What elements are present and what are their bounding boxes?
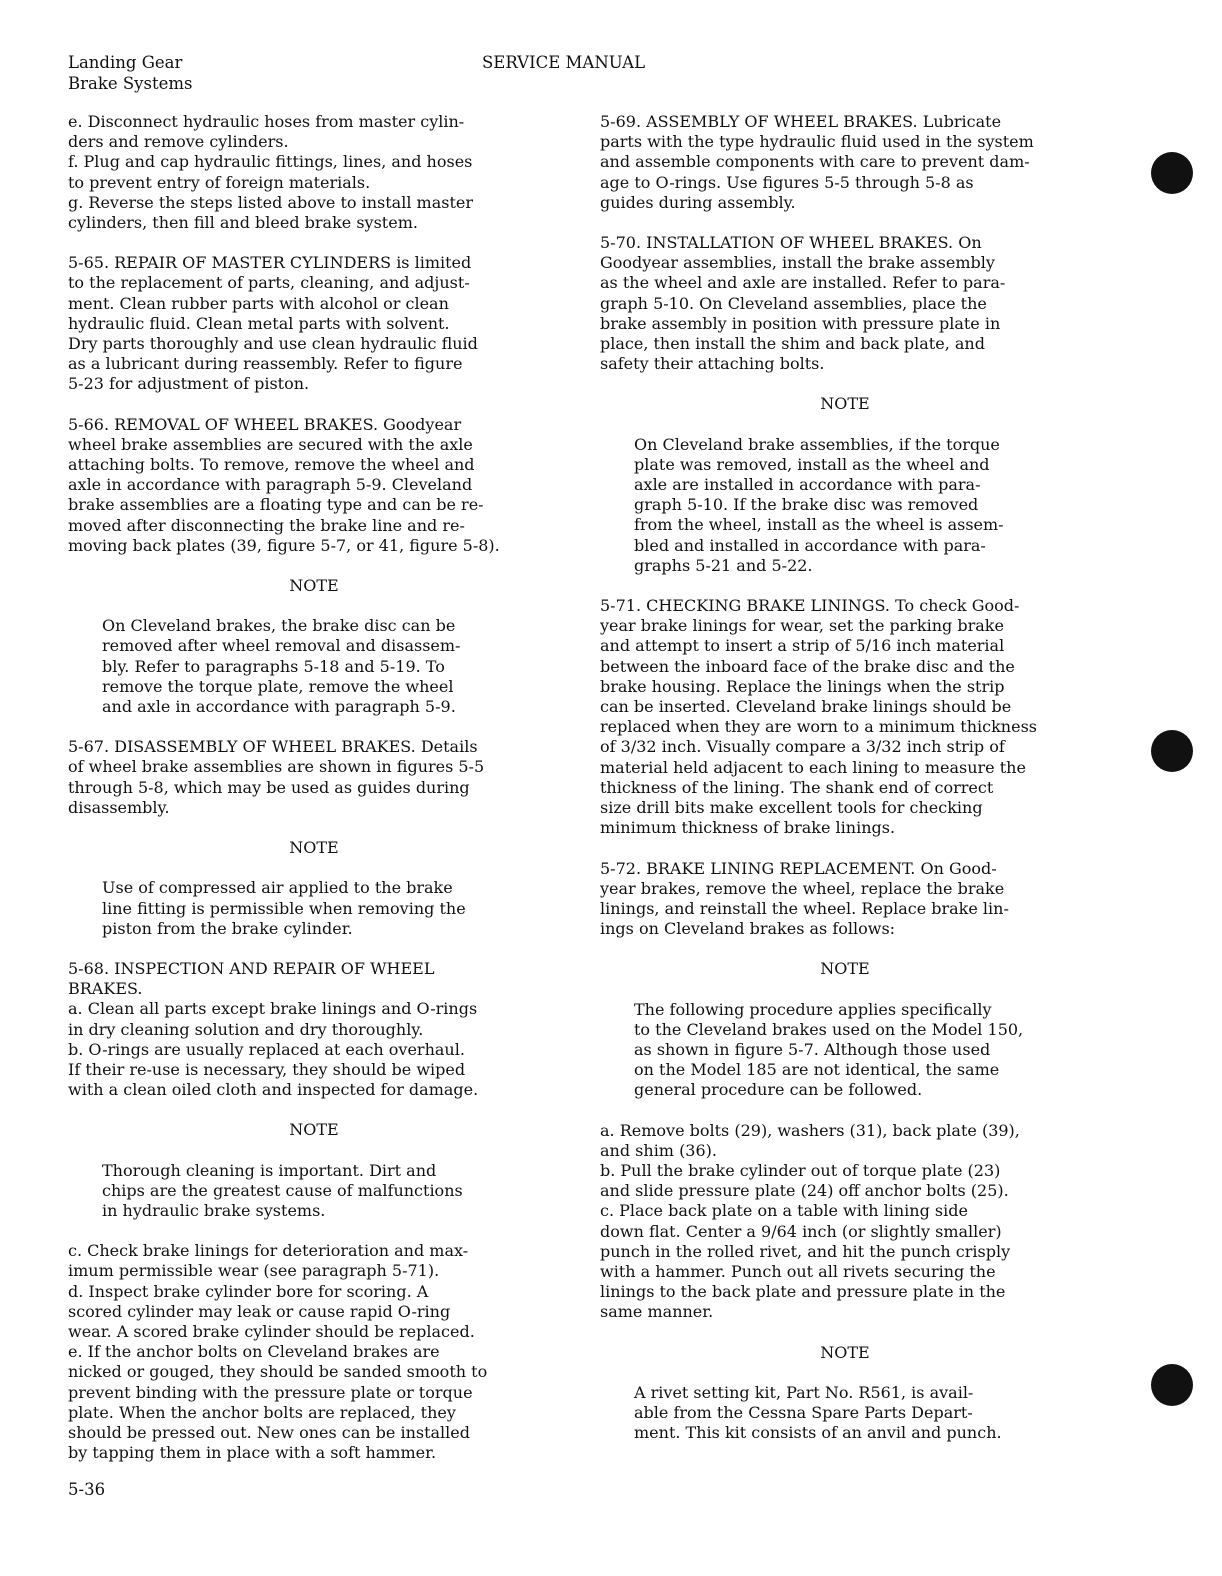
step-c: c. Check brake linings for deterioration and max- imum permissible wear (see paragraph 5-71). bbox=[68, 1241, 469, 1281]
note-heading: NOTE bbox=[820, 394, 870, 414]
note-heading: NOTE bbox=[289, 576, 339, 596]
note-body: The following procedure applies specifically to the Cleveland brakes used on the Model 150, as shown in figure 5-7. Although those used on the Model 185 are not identical, the same general procedure can be followed. bbox=[634, 999, 1024, 1100]
note-body: On Cleveland brake assemblies, if the torque plate was removed, install as the wheel and axle are installed in accordance with para- graph 5-10. If the brake disc was removed from the wheel, install as the wheel is assem- bled and installed in accordance with para- graphs 5-21 and 5-22. bbox=[634, 434, 1004, 575]
page-number: 5-36 bbox=[68, 1480, 106, 1499]
note-heading: NOTE bbox=[820, 959, 870, 979]
header-manual-title: SERVICE MANUAL bbox=[482, 53, 646, 72]
note-body: Thorough cleaning is important. Dirt and chips are the greatest cause of malfunctions in hydraulic brake systems. bbox=[102, 1160, 463, 1220]
left-column bbox=[68, 112, 560, 1463]
step-c: c. Place back plate on a table with lining side down flat. Center a 9/64 inch (or slightly smaller) punch in the rolled rivet, and hit the punch crisply with a hammer. Punch out all rivets securing the linings to the back plate and pressure plate in the same manner. bbox=[600, 1201, 1011, 1322]
note-body: A rivet setting kit, Part No. R561, is avail- able from the Cessna Spare Parts Depart- ment. This kit consists of an anvil and punch. bbox=[634, 1382, 1002, 1443]
header-subsection-title: Brake Systems bbox=[68, 74, 193, 93]
paragraph-5-66: 5-66. REMOVAL OF WHEEL BRAKES. Goodyear wheel brake assemblies are secured with the axle attaching bolts. To remove, remove the wheel and axle in accordance with paragraph 5-9. Cleveland brake assemblies are a floating type and can be re- moved after disconnecting the brake line and re- moving back plates (39, figure 5-7, or 41, figure 5-8). bbox=[68, 414, 500, 555]
step-e: e. If the anchor bolts on Cleveland brakes are nicked or gouged, they should be sanded smooth to prevent binding with the pressure plate or torque plate. When the anchor bolts are replaced, they should be pressed out. New ones can be installed by tapping them in place with a soft hammer. bbox=[68, 1342, 488, 1463]
note-heading: NOTE bbox=[820, 1342, 870, 1362]
step-f: f. Plug and cap hydraulic fittings, lines, and hoses to prevent entry of foreign materials. bbox=[68, 152, 473, 192]
header-section bbox=[68, 52, 192, 94]
step-g: g. Reverse the steps listed above to install master cylinders, then fill and bleed brake system. bbox=[68, 192, 474, 233]
paragraph-5-70: 5-70. INSTALLATION OF WHEEL BRAKES. On Goodyear assemblies, install the brake assembly as the wheel and axle are installed. Refer to para- graph 5-10. On Cleveland assemblies, place the brake assembly in position with pressure plate in place, then install the shim and back plate, and safety their attaching bolts. bbox=[600, 233, 1006, 374]
step-b: b. O-rings are usually replaced at each overhaul. If their re-use is necessary, they should be wiped with a clean oiled cloth and inspected for damage. bbox=[68, 1039, 479, 1100]
paragraph-5-67: 5-67. DISASSEMBLY OF WHEEL BRAKES. Details of wheel brake assemblies are shown in figures 5-5 through 5-8, which may be used as guides during disassembly. bbox=[68, 737, 485, 817]
paragraph-5-65: 5-65. REPAIR OF MASTER CYLINDERS is limited to the replacement of parts, cleaning, and adjust- ment. Clean rubber parts with alcohol or clean hydraulic fluid. Clean metal parts with solvent. Dry parts thoroughly and use clean hydraulic fluid as a lubricant during reassembly. Refer to figure 5-23 for adjustment of piston. bbox=[68, 253, 478, 394]
note-heading: NOTE bbox=[289, 1120, 339, 1140]
change-bar-dot bbox=[1151, 730, 1193, 772]
paragraph-5-68: 5-68. INSPECTION AND REPAIR OF WHEEL BRAKES. bbox=[68, 958, 435, 999]
step-d: d. Inspect brake cylinder bore for scoring. A scored cylinder may leak or cause rapid O-ring wear. A scored brake cylinder should be replaced. bbox=[68, 1281, 475, 1341]
change-bar-dot bbox=[1151, 152, 1193, 194]
step-a: a. Remove bolts (29), washers (31), back plate (39), and shim (36). bbox=[600, 1120, 1020, 1160]
paragraph-5-69: 5-69. ASSEMBLY OF WHEEL BRAKES. Lubricate parts with the type hydraulic fluid used in the system and assemble components with care to prevent dam- age to O-rings. Use figures 5-5 through 5-8 as guides during assembly. bbox=[600, 112, 1034, 212]
step-b: b. Pull the brake cylinder out of torque plate (23) and slide pressure plate (24) off anchor bolts (25). bbox=[600, 1160, 1009, 1201]
right-column bbox=[600, 112, 1090, 1443]
change-bar-dot bbox=[1151, 1364, 1193, 1406]
note-heading: NOTE bbox=[289, 838, 339, 858]
step-a: a. Clean all parts except brake linings and O-rings in dry cleaning solution and dry thoroughly. bbox=[68, 999, 478, 1039]
step-e: e. Disconnect hydraulic hoses from master cylin- ders and remove cylinders. bbox=[68, 112, 465, 152]
paragraph-5-72: 5-72. BRAKE LINING REPLACEMENT. On Good- year brakes, remove the wheel, replace the brake linings, and reinstall the wheel. Replace brake lin- ings on Cleveland brakes as follows: bbox=[600, 858, 1009, 939]
note-body: Use of compressed air applied to the brake line fitting is permissible when removing the piston from the brake cylinder. bbox=[102, 878, 466, 938]
header-section-title: Landing Gear bbox=[68, 53, 183, 72]
note-body: On Cleveland brakes, the brake disc can be removed after wheel removal and disassem- bly. Refer to paragraphs 5-18 and 5-19. To remove the torque plate, remove the wheel and axle in accordance with paragraph 5-9. bbox=[102, 616, 461, 717]
paragraph-5-71: 5-71. CHECKING BRAKE LININGS. To check Good- year brake linings for wear, set the parking brake and attempt to insert a strip of 5/16 inch material between the inboard face of the brake disc and the brake housing. Replace the linings when the strip can be inserted. Cleveland brake linings should be replaced when they are worn to a minimum thickness of 3/32 inch. Visually compare a 3/32 inch strip of material held adjacent to each lining to measure the thickness of the lining. The shank end of correct size drill bits make excellent tools for checking minimum thickness of brake linings. bbox=[600, 596, 1037, 838]
